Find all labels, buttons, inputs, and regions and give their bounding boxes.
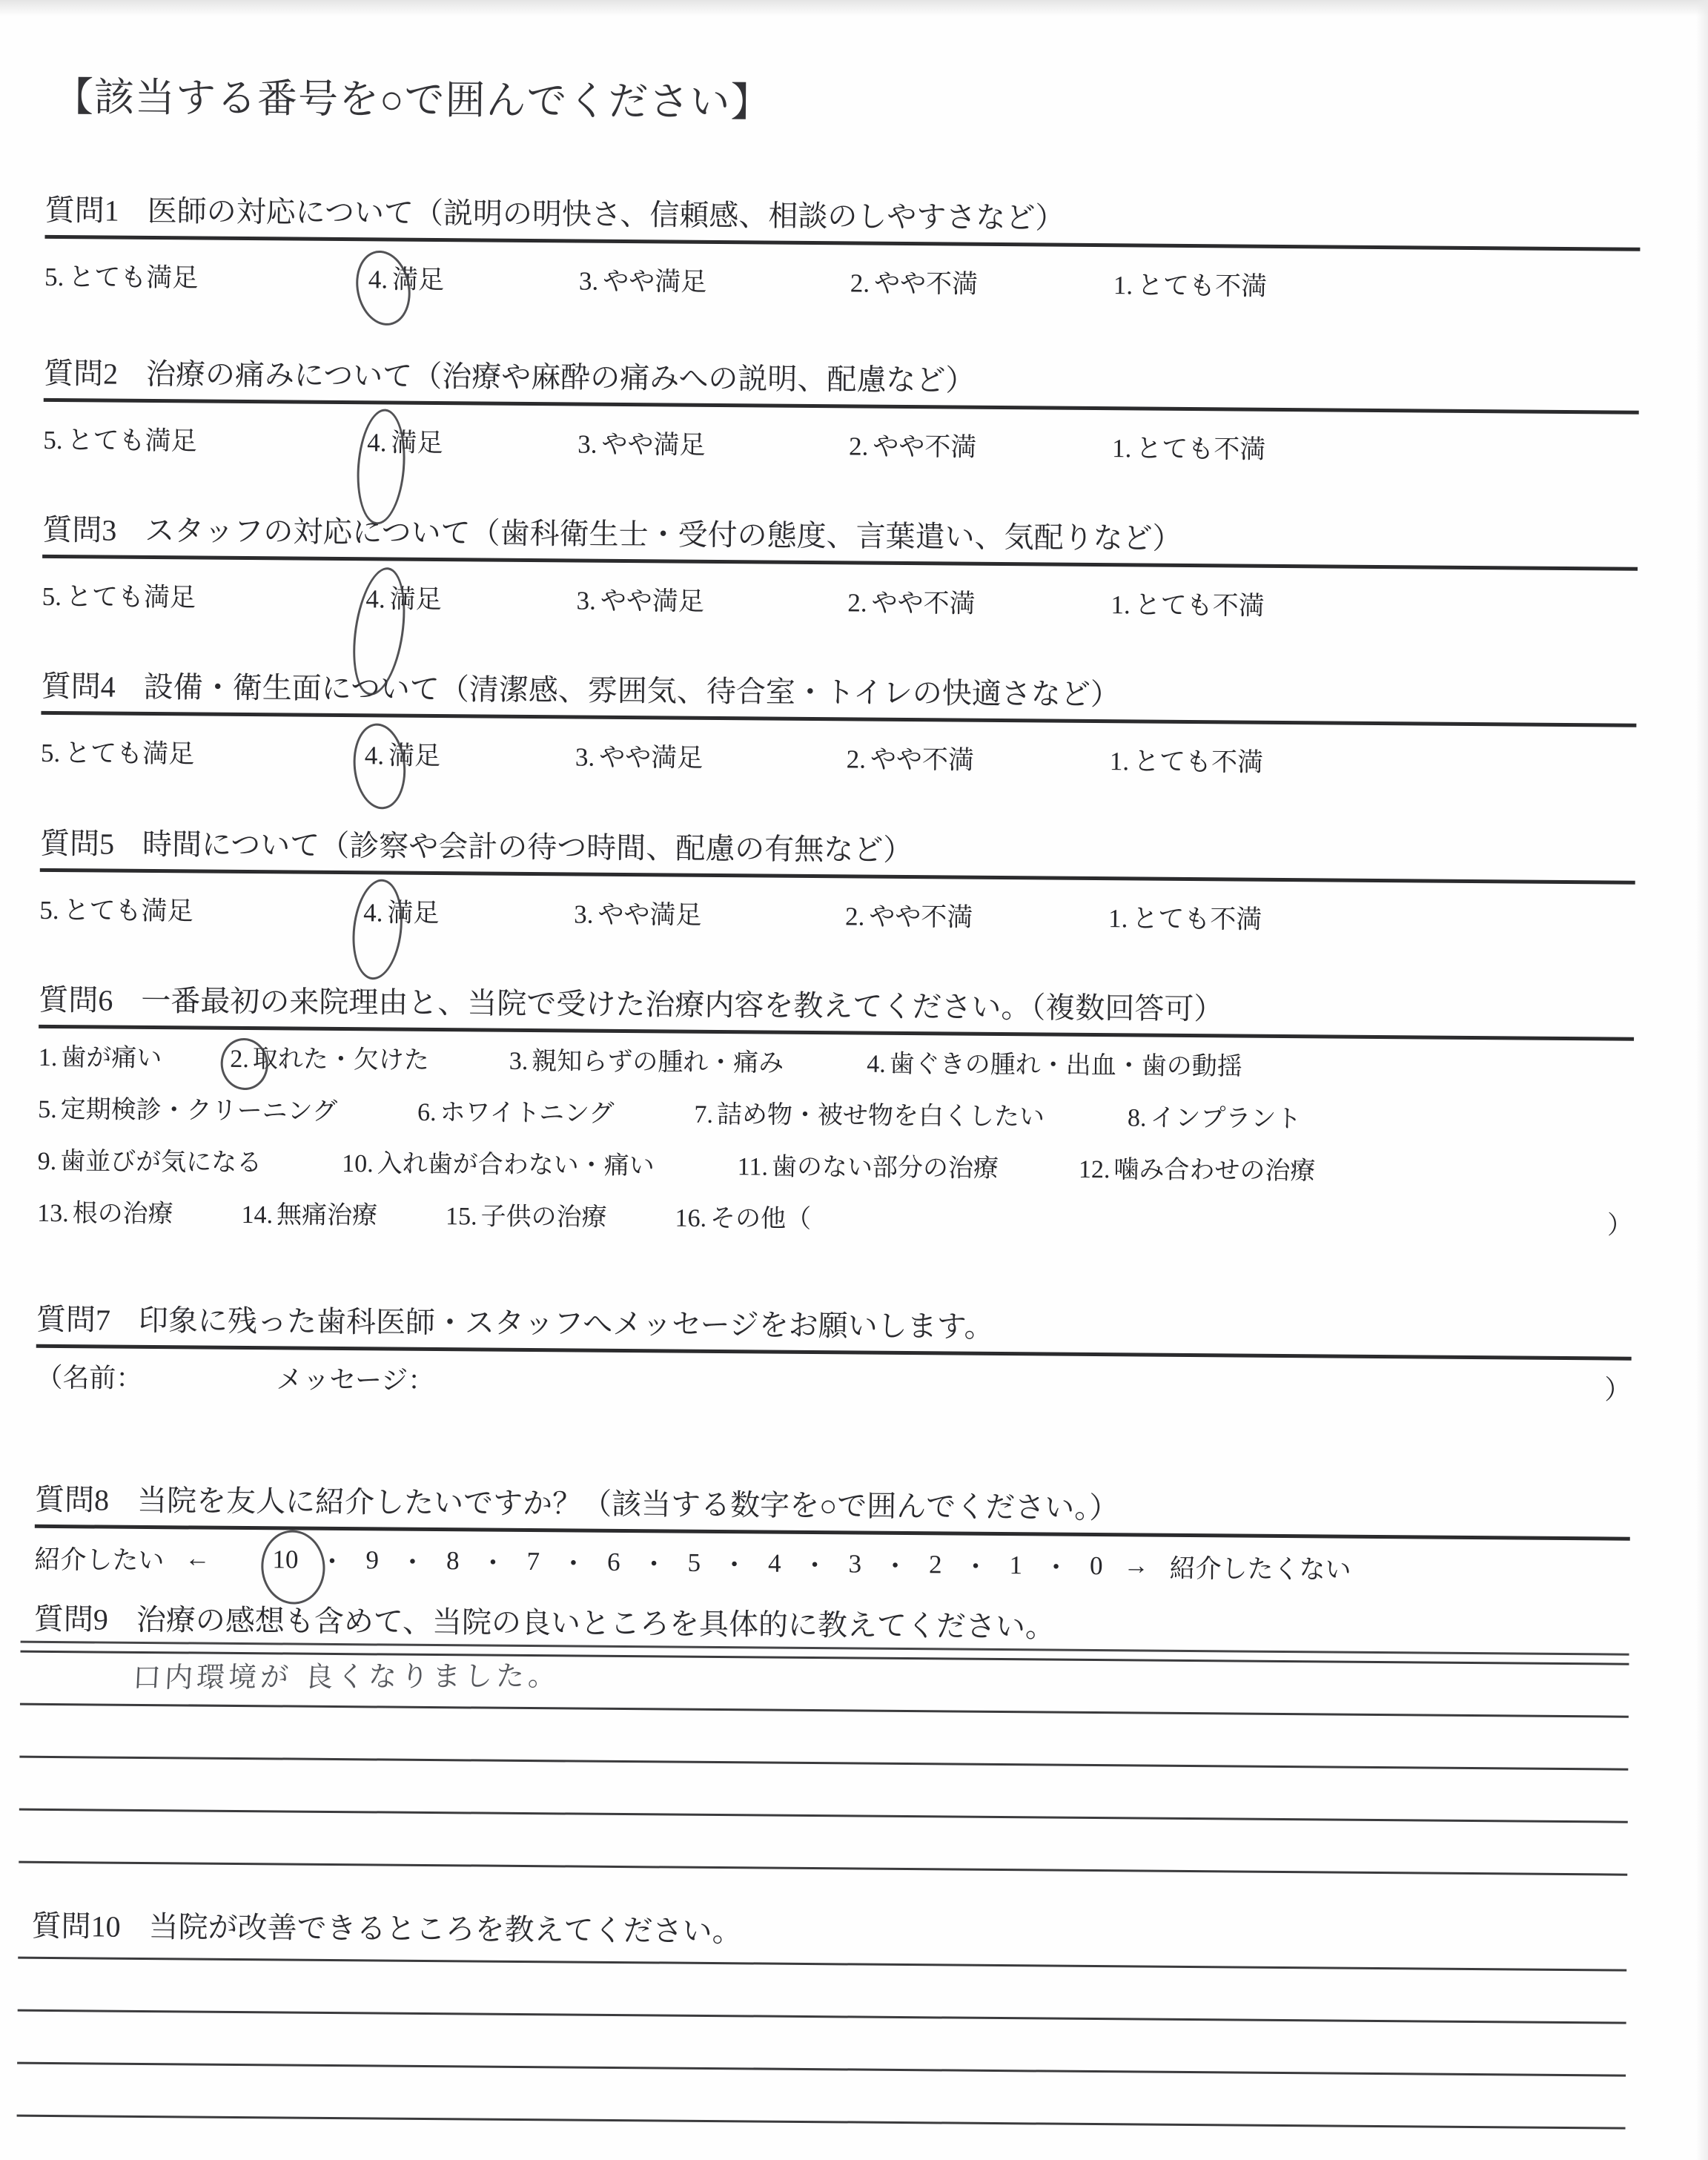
- option-alignment: [38, 1140, 262, 1178]
- question-label: 質問2: [43, 356, 119, 391]
- question-heading: 治療の感想も含めて、当院の良いところを具体的に教えてください。: [136, 1602, 1056, 1644]
- question-3-options: [42, 570, 1637, 627]
- option-label: 満足: [391, 428, 443, 458]
- question-2-section: [43, 356, 1639, 471]
- option-somewhat-satisfied: [574, 894, 702, 931]
- scan-edge-top: [0, 0, 1708, 18]
- option-satisfied-selected: [365, 578, 442, 616]
- option-label: とても満足: [63, 896, 193, 926]
- question-heading: 印象に残った歯科医師・スタッフへメッセージをお願いします。: [138, 1303, 994, 1344]
- option-number: 16.: [675, 1204, 707, 1232]
- option-number: 10.: [342, 1149, 374, 1178]
- question-label: 質問7: [36, 1302, 111, 1337]
- option-number: 15.: [445, 1202, 477, 1230]
- question-1-section: [44, 193, 1641, 308]
- dot-separator: ・: [881, 1551, 909, 1582]
- question-10-section: [30, 1909, 1627, 2160]
- option-number: 5.: [43, 425, 63, 455]
- option-label: やや満足: [601, 429, 706, 460]
- option-number: 5.: [42, 581, 62, 612]
- option-number: 1.: [1110, 590, 1131, 620]
- option-somewhat-satisfied: [577, 424, 706, 462]
- selection-circle: [353, 407, 409, 526]
- dot-separator: ・: [721, 1550, 748, 1580]
- option-number: 3.: [577, 429, 598, 459]
- option-gum-swelling: [867, 1043, 1242, 1082]
- question-heading: 医師の対応について（説明の明快さ、信頼感、相談のしやすさなど）: [147, 194, 1065, 235]
- question-label: 質問8: [34, 1482, 110, 1517]
- option-label: とても満足: [68, 262, 199, 293]
- question-heading: スタッフの対応について（歯科衛生士・受付の態度、言葉遣い、気配りなど）: [145, 513, 1182, 555]
- dot-separator: ・: [399, 1548, 426, 1577]
- message-field-label: メッセージ：: [276, 1364, 435, 1396]
- option-label: 歯が痛い: [61, 1043, 162, 1072]
- option-number: 5.: [40, 738, 61, 768]
- option-number: 4.: [365, 584, 385, 614]
- scale-number: 3: [848, 1549, 862, 1579]
- option-very-satisfied: [44, 257, 199, 295]
- option-somewhat-dissatisfied: [847, 739, 975, 776]
- option-somewhat-satisfied: [576, 581, 704, 618]
- question-label: 質問3: [42, 512, 117, 547]
- option-label: 歯並びが気になる: [60, 1147, 262, 1177]
- option-number: 3.: [509, 1047, 529, 1075]
- option-satisfied-selected: [368, 259, 445, 297]
- question-2-header: [44, 356, 1639, 404]
- option-number: 4.: [367, 428, 387, 458]
- scale-number: 10: [272, 1545, 299, 1574]
- option-number: 4.: [867, 1050, 886, 1078]
- option-very-satisfied: [39, 890, 193, 928]
- scale-number: 2: [928, 1550, 942, 1579]
- scale-number: 9: [365, 1545, 380, 1575]
- option-white-filling: [694, 1093, 1045, 1132]
- scale-number: 0: [1089, 1550, 1103, 1581]
- option-label: 歯のない部分の治療: [771, 1153, 999, 1183]
- name-field-label: （名前：: [36, 1362, 143, 1393]
- question-heading: 治療の痛みについて（治療や麻酔の痛みへの説明、配慮など）: [145, 357, 976, 397]
- option-number: 6.: [417, 1098, 437, 1126]
- question-9-answer-area: [19, 1641, 1629, 1876]
- option-label: とても満足: [67, 426, 197, 456]
- question-label: 質問4: [41, 669, 116, 704]
- question-10-answer-area: [16, 1944, 1626, 2160]
- option-very-dissatisfied: [1108, 898, 1262, 937]
- option-label: 噛み合わせの治療: [1113, 1155, 1316, 1185]
- option-label: 取れた・欠けた: [252, 1045, 429, 1074]
- question-8-scale: [34, 1537, 1629, 1591]
- question-5-header: [40, 826, 1635, 874]
- option-number: 2.: [846, 744, 867, 774]
- page-title: 【該当する番号を○で囲んでください】: [53, 74, 772, 125]
- option-bite-treatment: [1079, 1148, 1316, 1186]
- option-number: 1.: [1113, 271, 1133, 300]
- option-number: 1.: [1111, 434, 1132, 463]
- question-label: 質問6: [39, 982, 113, 1017]
- option-label: 親知らずの腫れ・痛み: [532, 1047, 784, 1077]
- option-very-satisfied: [41, 733, 195, 771]
- other-close-paren: ）: [1606, 1211, 1633, 1240]
- scale-number: 5: [687, 1548, 701, 1577]
- option-label: とても不満: [1136, 271, 1268, 301]
- dot-separator: ・: [480, 1548, 506, 1578]
- option-label: とても満足: [64, 739, 195, 769]
- option-satisfied-selected: [363, 892, 440, 930]
- option-number: 1.: [1109, 747, 1130, 776]
- question-6-section: [37, 982, 1635, 1249]
- option-number: 9.: [37, 1147, 57, 1175]
- option-number: 14.: [241, 1200, 274, 1229]
- option-label: ホワイトニング: [440, 1098, 615, 1128]
- option-somewhat-dissatisfied: [845, 896, 973, 934]
- question-4-header: [42, 669, 1637, 717]
- option-label: とても不満: [1136, 434, 1266, 464]
- option-painless-treatment: [241, 1193, 377, 1230]
- scale-number: 4: [767, 1548, 781, 1578]
- question-7-header: [36, 1302, 1632, 1350]
- option-missing-tooth: [738, 1146, 999, 1184]
- option-label: とても不満: [1133, 747, 1264, 777]
- option-number: 12.: [1078, 1155, 1110, 1183]
- question-5-options: [39, 884, 1635, 941]
- option-label: 定期検診・クリーニング: [60, 1095, 338, 1126]
- option-very-satisfied: [42, 576, 196, 615]
- scale-number-10-selected: [272, 1545, 298, 1574]
- option-somewhat-satisfied: [575, 736, 704, 774]
- question-heading: 一番最初の来院理由と、当院で受けた治療内容を教えてください。（複数回答可）: [141, 983, 1224, 1026]
- arrow-left-icon: ←: [185, 1545, 211, 1573]
- option-very-dissatisfied: [1112, 428, 1266, 466]
- option-label: 満足: [391, 265, 445, 295]
- option-number: 3.: [576, 586, 596, 615]
- question-4-section: [41, 669, 1637, 784]
- option-number: 2.: [850, 268, 870, 298]
- option-checkup-cleaning: [38, 1088, 337, 1126]
- option-label: 満足: [389, 584, 442, 615]
- option-implant: [1128, 1097, 1302, 1135]
- option-number: 1.: [38, 1043, 58, 1071]
- option-whitening: [417, 1091, 615, 1129]
- question-1-options: [44, 251, 1640, 308]
- option-label: やや不満: [869, 902, 973, 932]
- dot-separator: ・: [560, 1549, 587, 1579]
- option-label: やや不満: [873, 432, 977, 462]
- answer-close-paren: ）: [1604, 1375, 1632, 1405]
- question-heading: 当院を友人に紹介したいですか？（該当する数字を○で囲んでください。）: [136, 1483, 1119, 1525]
- option-label: インプラント: [1150, 1104, 1302, 1133]
- dot-separator: ・: [1042, 1553, 1070, 1582]
- option-label: その他（: [709, 1204, 812, 1233]
- scale-number: 8: [446, 1546, 460, 1576]
- option-label: 無痛治療: [276, 1200, 378, 1229]
- option-very-dissatisfied: [1110, 741, 1264, 779]
- option-label: とても不満: [1132, 904, 1262, 934]
- option-number: 4.: [363, 898, 383, 928]
- option-somewhat-dissatisfied: [850, 262, 979, 300]
- question-7-section: [36, 1302, 1632, 1411]
- option-label: やや満足: [599, 742, 704, 773]
- question-6-header: [39, 982, 1634, 1031]
- question-label: 質問10: [31, 1909, 121, 1943]
- dot-separator: ・: [640, 1550, 667, 1579]
- question-heading: 当院が改善できるところを教えてください。: [148, 1910, 742, 1949]
- option-very-satisfied: [43, 420, 197, 458]
- option-somewhat-dissatisfied: [849, 426, 977, 463]
- option-label: 子供の治療: [480, 1203, 607, 1232]
- option-somewhat-dissatisfied: [847, 582, 976, 620]
- question-5-section: [39, 826, 1635, 941]
- arrow-right-icon: →: [1123, 1552, 1149, 1580]
- dot-separator: ・: [319, 1547, 345, 1577]
- question-9-section: [32, 1602, 1629, 1876]
- option-number: 1.: [1108, 904, 1128, 934]
- question-7-answer-line: [36, 1357, 1631, 1411]
- option-very-dissatisfied: [1113, 265, 1268, 303]
- question-3-section: [42, 512, 1638, 627]
- option-number: 2.: [230, 1045, 249, 1073]
- option-label: やや不満: [873, 268, 979, 299]
- question-heading: 設備・衛生面について（清潔感、雰囲気、待合室・トイレの快適さなど）: [143, 670, 1121, 712]
- question-heading: 時間について（診察や会計の待つ時間、配慮の有無など）: [142, 827, 913, 868]
- question-8-header: [35, 1482, 1630, 1530]
- option-number: 2.: [848, 432, 869, 461]
- option-tooth-pain: [39, 1036, 162, 1073]
- option-satisfied-selected: [365, 735, 441, 773]
- option-label: 詰め物・被せ物を白くしたい: [716, 1100, 1045, 1131]
- option-label: 根の治療: [72, 1199, 173, 1228]
- question-1-header: [45, 193, 1641, 241]
- option-number: 4.: [364, 741, 385, 770]
- option-label: やや不満: [871, 588, 976, 618]
- option-label: やや満足: [603, 266, 707, 297]
- option-denture-fit: [342, 1143, 655, 1181]
- question-3-header: [42, 512, 1638, 561]
- option-number: 2.: [847, 588, 867, 618]
- option-number: 13.: [37, 1199, 69, 1227]
- option-number: 2.: [844, 902, 865, 931]
- option-wisdom-tooth: [509, 1040, 784, 1078]
- option-number: 11.: [737, 1152, 769, 1181]
- question-label: 質問1: [44, 193, 119, 228]
- option-label: やや満足: [600, 586, 704, 616]
- option-chipped-selected: [230, 1037, 429, 1075]
- question-2-options: [43, 414, 1638, 471]
- option-number: 5.: [39, 895, 59, 925]
- question-8-section: [34, 1482, 1630, 1591]
- scale-number: 7: [526, 1547, 540, 1576]
- handwritten-answer: 口内環境が 良くなりました。: [132, 1659, 561, 1694]
- option-number: 7.: [694, 1100, 714, 1129]
- scan-edge-right: [1696, 0, 1708, 2160]
- option-label: 入れ歯が合わない・痛い: [377, 1149, 655, 1180]
- option-number: 3.: [574, 899, 594, 929]
- dot-separator: ・: [801, 1550, 828, 1581]
- scale-number: 6: [606, 1547, 620, 1577]
- option-very-dissatisfied: [1110, 584, 1265, 623]
- option-root-canal: [37, 1192, 173, 1229]
- option-somewhat-satisfied: [579, 261, 707, 299]
- option-other: [675, 1197, 811, 1234]
- option-number: 5.: [38, 1095, 57, 1123]
- scale-right-label: 紹介したくない: [1169, 1553, 1351, 1585]
- option-satisfied-selected: [367, 422, 443, 460]
- option-number: 3.: [575, 742, 595, 772]
- question-4-options: [41, 727, 1636, 784]
- option-label: 満足: [388, 741, 441, 771]
- option-child-treatment: [446, 1195, 607, 1233]
- option-label: 満足: [387, 898, 440, 928]
- question-label: 質問9: [33, 1602, 109, 1636]
- option-number: 4.: [368, 265, 388, 294]
- option-label: やや満足: [598, 899, 702, 930]
- option-label: とても不満: [1134, 590, 1265, 621]
- scale-number: 1: [1009, 1550, 1023, 1580]
- dot-separator: ・: [962, 1552, 989, 1582]
- scale-left-label: 紹介したい: [34, 1545, 165, 1576]
- option-number: 3.: [578, 266, 599, 296]
- option-number: 5.: [44, 262, 64, 292]
- selection-circle: [348, 876, 408, 982]
- option-label: やや不満: [870, 744, 975, 775]
- question-label: 質問5: [39, 826, 115, 861]
- option-number: 8.: [1127, 1103, 1147, 1132]
- option-label: とても満足: [65, 582, 196, 612]
- option-label: 歯ぐきの腫れ・出血・歯の動揺: [889, 1050, 1242, 1081]
